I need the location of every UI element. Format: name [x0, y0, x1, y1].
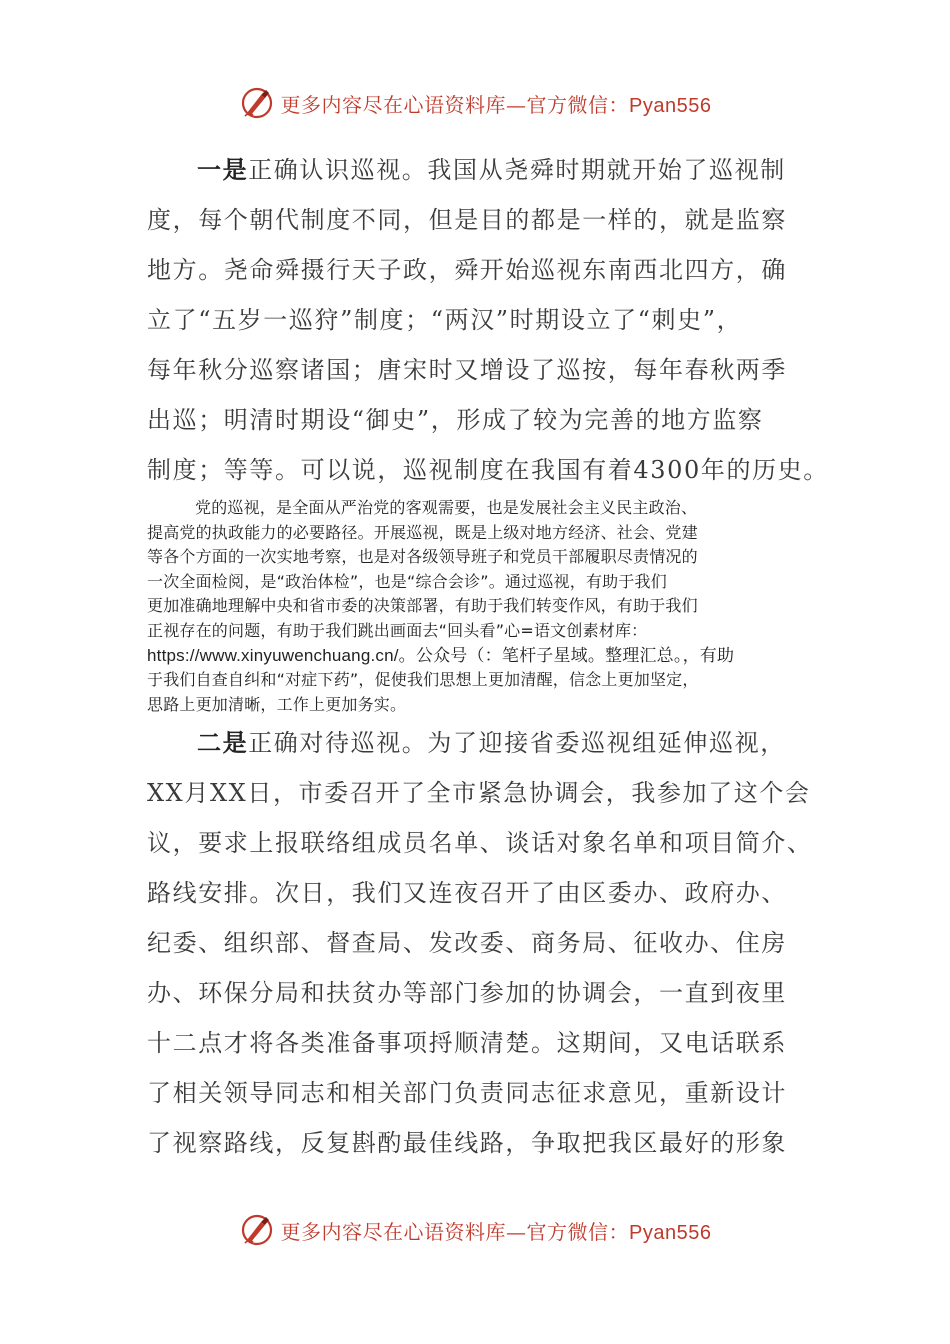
pen-logo-icon — [239, 85, 275, 121]
text-line: 提高党的执政能力的必要路径。开展巡视，既是上级对地方经济、社会、党建 — [147, 522, 698, 542]
paragraph-lead: 一是 — [197, 155, 249, 184]
text-line-url: https://www.xinyuwenchuang.cn/。公众号（：笔杆子星域。整理汇总。，有助 — [147, 645, 735, 665]
banner-wechat-id: Pyan556 — [629, 94, 712, 117]
banner-label-text: 更多内容尽在心语资料库—官方微信： — [280, 1219, 630, 1244]
text-line — [147, 718, 812, 768]
banner-wechat-id: Pyan556 — [629, 1221, 712, 1244]
paragraph-one — [147, 145, 829, 495]
text-line: 立了“五岁一巡狩”制度；“两汉”时期设立了“刺史”， — [147, 306, 743, 334]
text-line: 出巡；明清时期设“御史”，形成了较为完善的地方监察 — [147, 406, 764, 434]
text-line: XX月XX日，市委召开了全市紧急协调会，我参加了这个会 — [147, 779, 811, 807]
text-line-content: 正确认识巡视。我国从尧舜时期就开始了巡视制 — [248, 156, 786, 184]
text-line: 更加准确地理解中央和省市委的决策部署，有助于我们转变作风，有助于我们 — [147, 596, 698, 616]
paragraph-two — [147, 496, 807, 717]
text-line: 等各个方面的一次实地考察，也是对各级领导班子和党员干部履职尽责情况的 — [147, 547, 698, 567]
text-line: 度，每个朝代制度不同，但是目的都是一样的，就是监察 — [147, 206, 787, 234]
text-line: 议，要求上报联络组成员名单、谈话对象名单和项目简介、 — [147, 829, 813, 857]
footer-banner — [0, 1208, 950, 1252]
text-line — [147, 145, 812, 195]
text-line: 每年秋分巡察诸国；唐宋时又增设了巡按，每年春秋两季 — [147, 356, 787, 384]
text-line: 路线安排。次日，我们又连夜召开了由区委办、政府办、 — [147, 879, 787, 907]
text-line: 一次全面检阅，是“政治体检”，也是“综合会诊”。通过巡视，有助于我们 — [147, 571, 667, 591]
paragraph-lead: 二是 — [197, 728, 249, 757]
text-line: 制度；等等。可以说，巡视制度在我国有着4300年的历史。 — [147, 456, 829, 484]
text-line: 纪委、组织部、督查局、发改委、商务局、征收办、住房 — [147, 929, 787, 957]
text-line-content: 正确对待巡视。为了迎接省委巡视组延伸巡视， — [248, 729, 786, 757]
paragraph-three — [147, 718, 812, 1168]
banner-label-text: 更多内容尽在心语资料库—官方微信： — [280, 92, 630, 117]
text-line: 党的巡视，是全面从严治党的客观需要，也是发展社会主义民主政治、 — [195, 498, 698, 517]
text-line: 地方。尧命舜摄行天子政，舜开始巡视东南西北四方，确 — [147, 256, 787, 284]
text-line: 思路上更加清晰，工作上更加务实。 — [147, 694, 407, 714]
banner-label — [281, 1216, 712, 1245]
text-line: 了视察路线，反复斟酌最佳线路，争取把我区最好的形象 — [147, 1129, 787, 1157]
text-line: 办、环保分局和扶贫办等部门参加的协调会，一直到夜里 — [147, 979, 787, 1007]
pen-logo-icon — [239, 1212, 275, 1248]
header-banner — [0, 81, 950, 125]
banner-label — [281, 89, 712, 118]
text-line: 于我们自查自纠和“对症下药”，促使我们思想上更加清醒，信念上更加坚定， — [147, 670, 699, 690]
text-line: 十二点才将各类准备事项捋顺清楚。这期间，又电话联系 — [147, 1029, 787, 1057]
text-line: 正视存在的问题，有助于我们跳出画面去“回头看”心=语文创素材库： — [147, 620, 648, 640]
text-line: 了相关领导同志和相关部门负责同志征求意见，重新设计 — [147, 1079, 787, 1107]
